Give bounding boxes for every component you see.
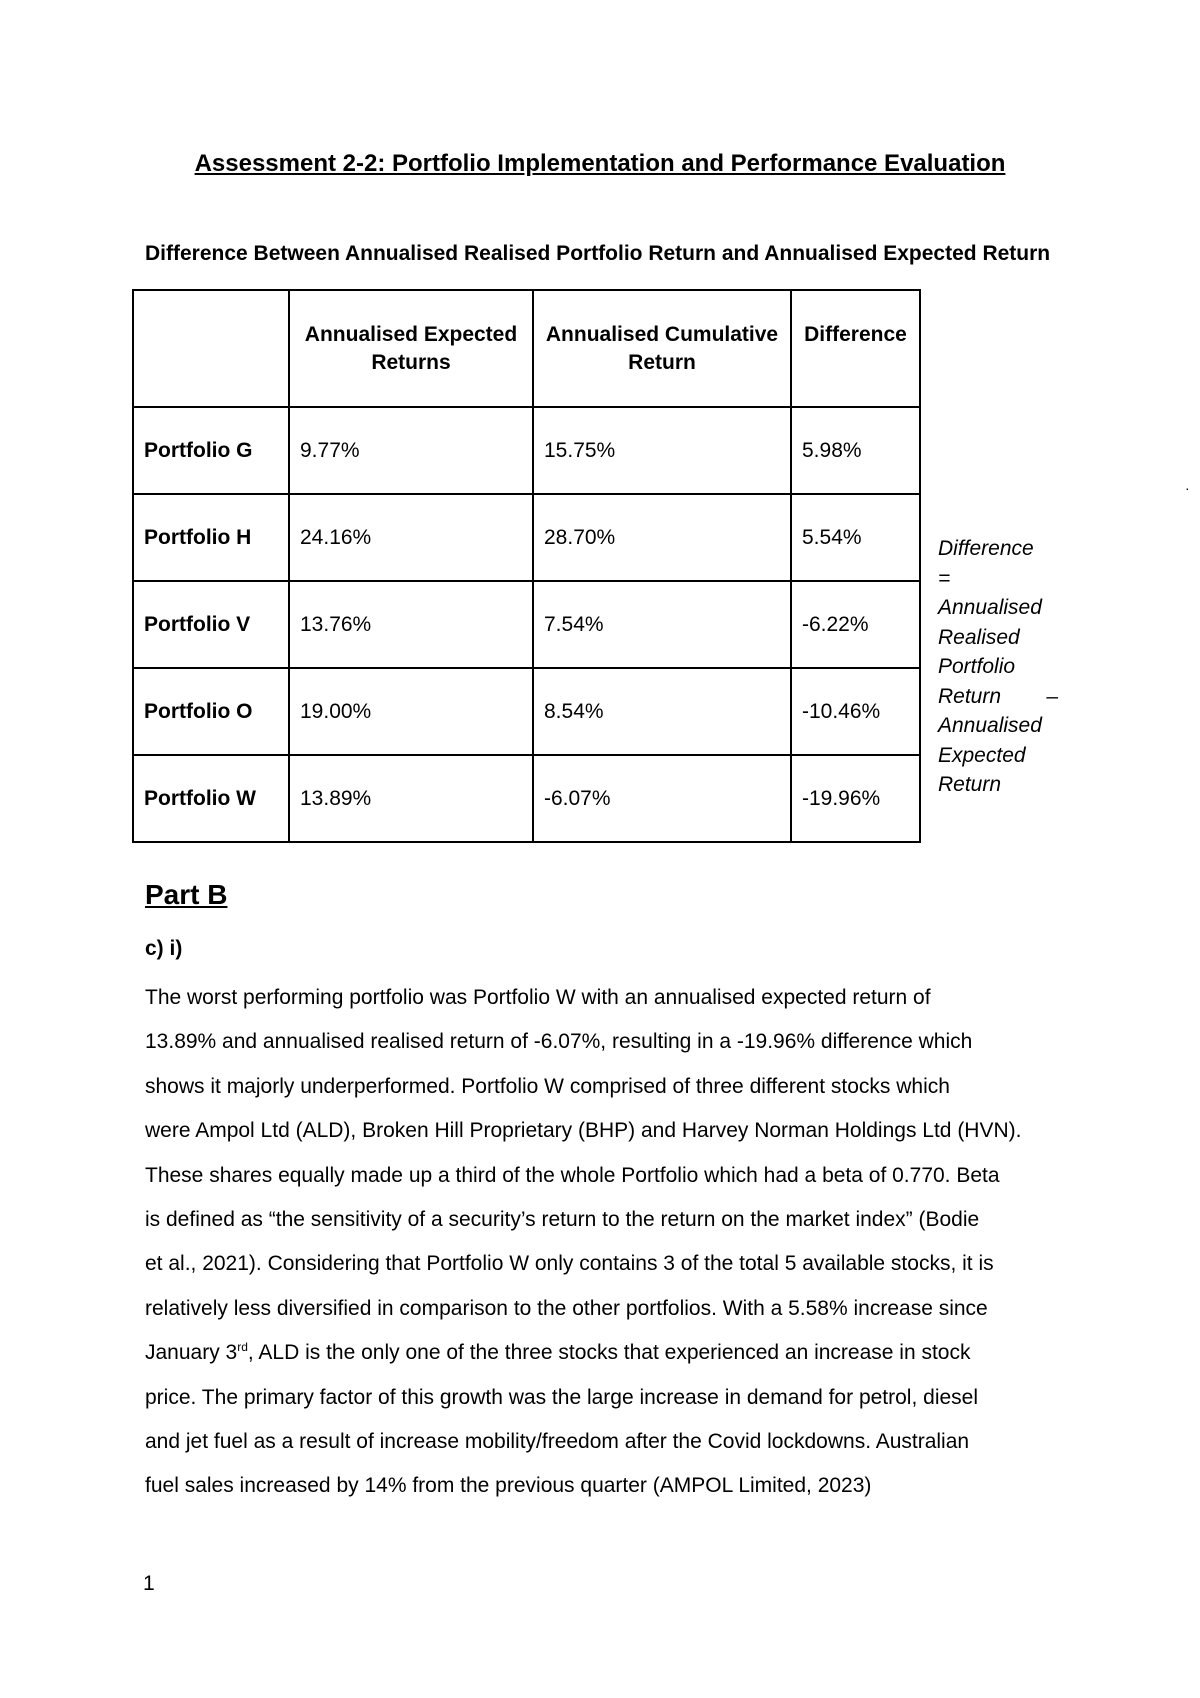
difference-cell: 5.54%: [791, 494, 920, 581]
table-header-row: [133, 290, 920, 407]
difference-cell: 5.98%: [791, 407, 920, 494]
paragraph-line: and jet fuel as a result of increase mobility/freedom after the Covid lockdowns. Australian: [145, 1430, 970, 1454]
paragraph-line-with-superscript: [145, 1331, 1075, 1375]
paragraph-line: 13.89% and annualised realised return of -6.07%, resulting in a -19.96% difference which: [145, 1030, 973, 1054]
table-row: [133, 581, 920, 668]
formula-line-return-minus: [938, 682, 1058, 712]
table-row: [133, 668, 920, 755]
paragraph-line: is defined as “the sensitivity of a security’s return to the return on the market index” (Bodie: [145, 1208, 980, 1232]
portfolio-name: Portfolio H: [133, 494, 289, 581]
formula-line: Realised: [938, 625, 1020, 649]
expected-return-cell: 19.00%: [289, 668, 533, 755]
page-number: 1: [143, 1572, 155, 1595]
paragraph-line: relatively less diversified in comparison to the other portfolios. With a 5.58% increase since: [145, 1296, 988, 1320]
header-difference: Difference: [791, 290, 920, 407]
expected-return-cell: 13.89%: [289, 755, 533, 842]
formula-line: Annualised: [938, 714, 1042, 737]
table-row: [133, 755, 920, 842]
paragraph-line: shows it majorly underperformed. Portfolio W comprised of three different stocks which: [145, 1074, 950, 1098]
expected-return-cell: 13.76%: [289, 581, 533, 668]
expected-return-cell: 9.77%: [289, 407, 533, 494]
difference-cell: -6.22%: [791, 581, 920, 668]
formula-line: Annualised: [938, 596, 1042, 619]
difference-formula-note: [938, 534, 1058, 800]
formula-line: Return: [938, 773, 1002, 796]
header-cumulative-return: Annualised Cumulative Return: [533, 290, 791, 407]
header-expected-returns: Annualised Expected Returns: [289, 290, 533, 407]
difference-cell: -10.46%: [791, 668, 920, 755]
table-caption: Difference Between Annualised Realised Portfolio Return and Annualised Expected Return: [145, 242, 1051, 265]
paragraph-line: were Ampol Ltd (ALD), Broken Hill Proprietary (BHP) and Harvey Norman Holdings Ltd (HVN).: [145, 1119, 1022, 1143]
expected-return-cell: 24.16%: [289, 494, 533, 581]
stray-mark: ·: [1185, 480, 1190, 496]
formula-minus: –: [1046, 684, 1058, 708]
document-title: Assessment 2-2: Portfolio Implementation and Performance Evaluation: [194, 150, 1006, 177]
table-row: [133, 494, 920, 581]
cumulative-return-cell: 8.54%: [533, 668, 791, 755]
portfolio-name: Portfolio G: [133, 407, 289, 494]
cumulative-return-cell: 15.75%: [533, 407, 791, 494]
paragraph-line: et al., 2021). Considering that Portfolio W only contains 3 of the total 5 available stocks, it is: [145, 1252, 994, 1276]
ordinal-superscript: rd: [237, 1340, 248, 1355]
portfolio-name: Portfolio V: [133, 581, 289, 668]
part-b-heading: Part B: [145, 879, 228, 910]
formula-line: Expected: [938, 743, 1026, 767]
formula-line: Portfolio: [938, 655, 1016, 678]
portfolio-name: Portfolio W: [133, 755, 289, 842]
section-label: c) i): [145, 937, 183, 960]
paragraph-line: These shares equally made up a third of the whole Portfolio which had a beta of 0.770. Beta: [145, 1163, 1000, 1187]
paragraph-line: price. The primary factor of this growth was the large increase in demand for petrol, diesel: [145, 1385, 979, 1409]
portfolio-name: Portfolio O: [133, 668, 289, 755]
paragraph-line: fuel sales increased by 14% from the previous quarter (AMPOL Limited, 2023): [145, 1474, 872, 1498]
paragraph-line: The worst performing portfolio was Portfolio W with an annualised expected return of: [145, 986, 931, 1009]
table-row: [133, 407, 920, 494]
paragraph-text: January 3: [145, 1341, 238, 1365]
formula-word: Return: [938, 684, 1002, 708]
cumulative-return-cell: 28.70%: [533, 494, 791, 581]
cumulative-return-cell: -6.07%: [533, 755, 791, 842]
header-cell-empty: [133, 290, 289, 407]
formula-line: Difference: [938, 537, 1034, 560]
difference-cell: -19.96%: [791, 755, 920, 842]
paragraph-text: , ALD is the only one of the three stocks that experienced an increase in stock: [247, 1341, 971, 1365]
formula-line: =: [938, 566, 951, 590]
body-paragraph: [145, 976, 1075, 1509]
returns-table: [132, 289, 921, 843]
cumulative-return-cell: 7.54%: [533, 581, 791, 668]
